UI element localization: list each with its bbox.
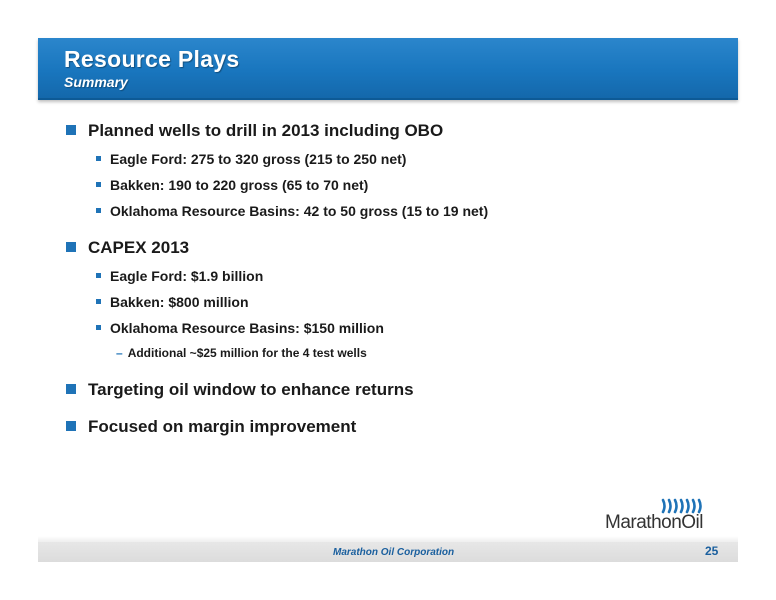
- small-square-bullet-icon: [96, 273, 101, 278]
- small-square-bullet-icon: [96, 156, 101, 161]
- small-square-bullet-icon: [96, 208, 101, 213]
- bullet-eagle-ford-wells: Eagle Ford: 275 to 320 gross (215 to 250 net): [96, 151, 406, 167]
- square-bullet-icon: [66, 242, 76, 252]
- small-square-bullet-icon: [96, 182, 101, 187]
- page-number: 25: [705, 544, 719, 558]
- square-bullet-icon: [66, 125, 76, 135]
- small-square-bullet-icon: [96, 299, 101, 304]
- small-square-bullet-icon: [96, 325, 101, 330]
- footer-company: Marathon Oil Corporation: [333, 547, 455, 558]
- bullet-bakken-capex: Bakken: $800 million: [96, 294, 249, 310]
- square-bullet-icon: [66, 421, 76, 431]
- bullet-oklahoma-capex: Oklahoma Resource Basins: $150 million: [96, 320, 384, 336]
- dash-bullet-icon: –: [116, 346, 123, 360]
- marathon-oil-logo: MarathonOil: [605, 512, 703, 533]
- bullet-eagle-ford-capex: Eagle Ford: $1.9 billion: [96, 268, 263, 284]
- bullet-oklahoma-wells: Oklahoma Resource Basins: 42 to 50 gross (15 to 19 net): [96, 203, 488, 219]
- slide-title: Resource Plays: [64, 46, 240, 72]
- bullet-capex-heading: CAPEX 2013: [66, 238, 189, 258]
- bullet-wells-heading: Planned wells to drill in 2013 including OBO: [66, 121, 443, 141]
- slide-subtitle: Summary: [64, 74, 128, 90]
- bullet-margin: Focused on margin improvement: [66, 417, 356, 437]
- square-bullet-icon: [66, 384, 76, 394]
- bullet-targeting: Targeting oil window to enhance returns: [66, 380, 414, 400]
- bullet-bakken-wells: Bakken: 190 to 220 gross (65 to 70 net): [96, 177, 368, 193]
- bullet-test-wells: – Additional ~$25 million for the 4 test wells: [116, 346, 367, 360]
